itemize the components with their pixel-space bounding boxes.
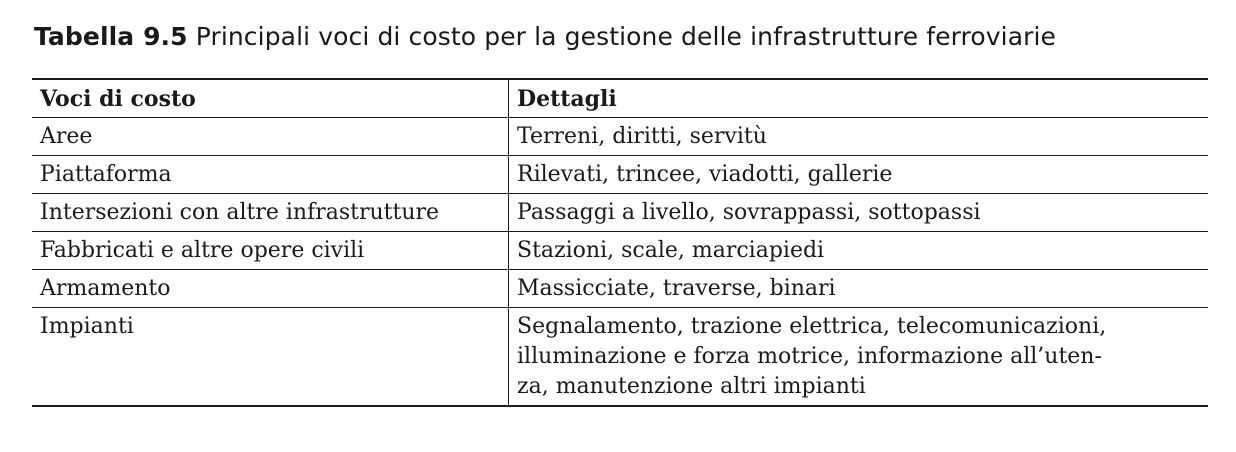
header-row bbox=[32, 79, 1208, 118]
cost-table bbox=[32, 78, 1208, 407]
table-row bbox=[32, 118, 1208, 156]
table-row bbox=[32, 156, 1208, 194]
cost-table-container bbox=[32, 78, 1208, 407]
table-row bbox=[32, 308, 1208, 407]
header-dettagli: Dettagli bbox=[517, 86, 617, 112]
cell-voce: Aree bbox=[32, 118, 509, 156]
cell-voce: Impianti bbox=[32, 308, 509, 407]
cell-voce: Fabbricati e altre opere civili bbox=[32, 232, 509, 270]
table-caption bbox=[34, 22, 1056, 51]
cell-voce: Armamento bbox=[32, 270, 509, 308]
cell-dettagli-line: za, manutenzione altri impianti bbox=[517, 374, 866, 399]
cell-dettagli-line: Segnalamento, trazione elettrica, telecomunicazioni, bbox=[517, 314, 1107, 339]
cell-dettagli bbox=[509, 308, 1209, 407]
caption-text: Principali voci di costo per la gestione delle infrastrutture ferroviarie bbox=[195, 22, 1057, 51]
cell-dettagli-line: illuminazione e forza motrice, informazione all’uten- bbox=[517, 344, 1102, 369]
table-row bbox=[32, 232, 1208, 270]
cell-dettagli: Stazioni, scale, marciapiedi bbox=[517, 238, 825, 263]
cell-dettagli: Rilevati, trincee, viadotti, gallerie bbox=[517, 162, 893, 187]
header-voci-di-costo: Voci di costo bbox=[32, 79, 509, 118]
table-header bbox=[32, 79, 1208, 118]
caption-label: Tabella 9.5 bbox=[34, 22, 188, 51]
cell-voce: Piattaforma bbox=[32, 156, 509, 194]
table-row bbox=[32, 194, 1208, 232]
cell-dettagli: Passaggi a livello, sovrappassi, sottopassi bbox=[517, 200, 981, 225]
cell-voce: Intersezioni con altre infrastrutture bbox=[32, 194, 509, 232]
cell-dettagli: Massicciate, traverse, binari bbox=[517, 276, 836, 301]
table-row bbox=[32, 270, 1208, 308]
table-body bbox=[32, 118, 1208, 407]
cell-dettagli: Terreni, diritti, servitù bbox=[517, 124, 767, 149]
